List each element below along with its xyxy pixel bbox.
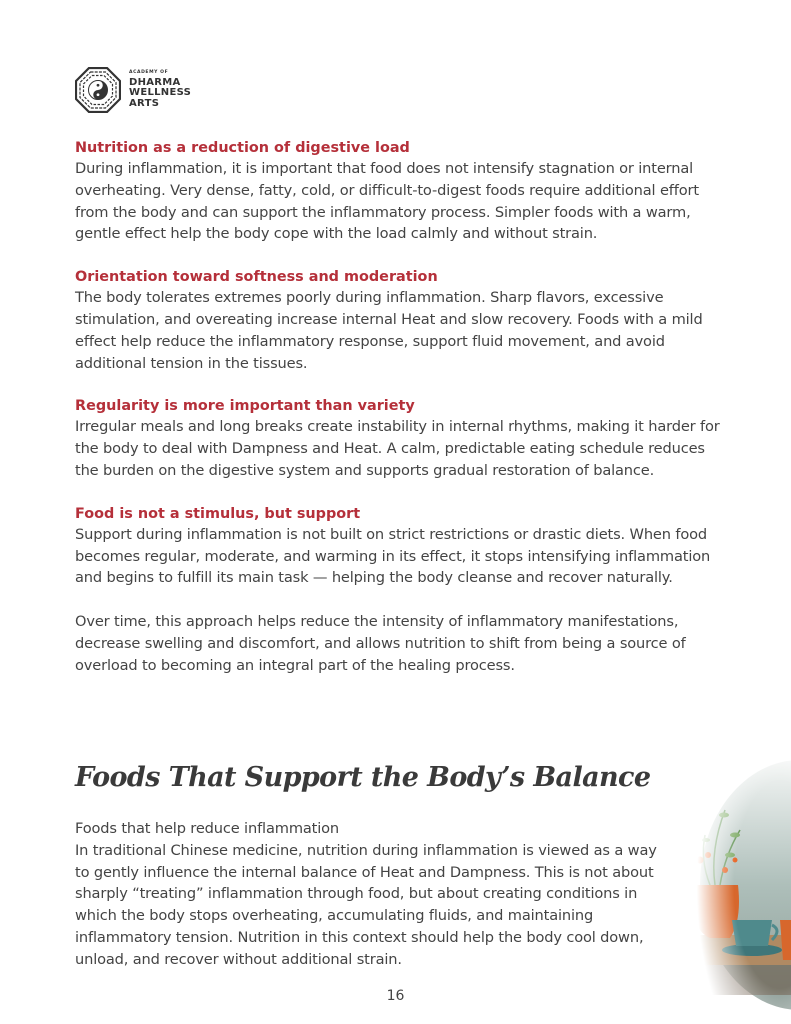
section-body: Support during inflammation is not built on strict restrictions or drastic diets. When food becomes regular, moderate, and warming in its effect, it stops intensifying inflammation and begins to fulfill its main task — helping the body cleanse and recover naturally. <box>75 525 711 587</box>
section-heading: Regularity is more important than variety <box>75 398 415 415</box>
section-heading: Orientation toward softness and moderation <box>75 269 438 286</box>
section-body: The body tolerates extremes poorly during inflammation. Sharp flavors, excessive stimulation, and overeating increase internal Heat and slow recovery. Foods with a mild effect help reduce the inflammatory response, support fluid movement, and avoid additional tension in the tissues. <box>75 289 703 372</box>
academy-logo <box>75 67 191 113</box>
logo-small-text: ACADEMY OF <box>129 70 169 75</box>
section-heading: Food is not a stimulus, but support <box>75 505 361 522</box>
section-heading: Nutrition as a reduction of digestive load <box>75 140 410 156</box>
bagua-yin-yang-icon <box>75 67 121 113</box>
section-softness <box>75 267 725 374</box>
section-food-support <box>75 504 725 589</box>
logo-line-2: WELLNESS <box>129 87 192 98</box>
section-body: During inflammation, it is important that food does not intensify stagnation or internal overheating. Very dense, fatty, cold, or difficult-to-digest foods require additional effort from the body and can support the inflammatory process. Simpler foods with a warm, gentle effect help the body cope with the load calmly and without strain. <box>75 160 699 243</box>
page-number: 16 <box>386 988 405 1004</box>
subsection <box>75 818 675 971</box>
tea-cups-illustration <box>680 760 791 1010</box>
section-body: Irregular meals and long breaks create instability in internal rhythms, making it harder for the body to deal with Dampness and Heat. A calm, predictable eating schedule reduces the burden on the digestive system and supports gradual restoration of balance. <box>75 418 720 479</box>
logo-line-1: DHARMA <box>129 76 181 88</box>
section-regularity <box>75 396 725 481</box>
main-content <box>75 138 725 677</box>
logo-line-3: ARTS <box>129 97 160 109</box>
closing-paragraph: Over time, this approach helps reduce the intensity of inflammatory manifestations, decrease swelling and discomfort, and allows nutrition to shift from being a source of overload to becoming an integral part of the healing process. <box>75 613 686 674</box>
subsection-label: Foods that help reduce inflammation <box>75 820 340 837</box>
section-digestive-load <box>75 138 725 245</box>
page-title: Foods That Support the Body’s Balance <box>75 762 651 793</box>
subsection-body: In traditional Chinese medicine, nutrition during inflammation is viewed as a way to gently influence the internal balance of Heat and Dampness. This is not about sharply “treating” inflammation through food, but about creating conditions in which the body stops overheating, accumulating fluids, and maintaining inflammatory tension. Nutrition in this context should help the body cool down, unload, and recover without additional strain. <box>75 841 657 968</box>
